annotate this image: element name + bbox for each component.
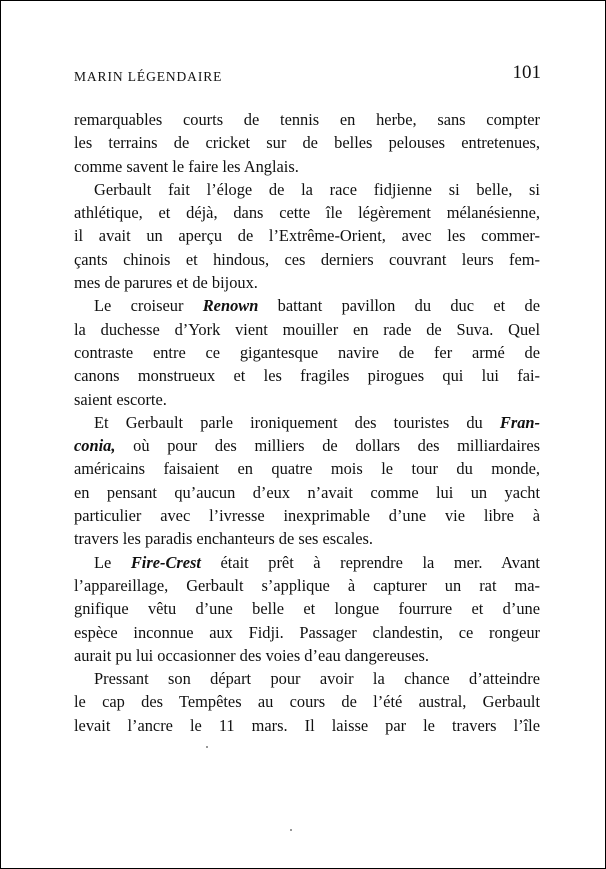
text-segment: athlétique, et déjà, dans cette île légèrement mélanésienne, — [74, 203, 540, 223]
text-segment: çants chinois et hindous, ces derniers couvrant leurs fem- — [74, 249, 540, 269]
body-text — [74, 108, 540, 737]
text-line — [74, 714, 540, 737]
text-segment: américains faisaient en quatre mois le tour du monde, — [74, 459, 540, 479]
text-segment: les terrains de cricket sur de belles pelouses entretenues, — [74, 133, 540, 153]
text-line — [74, 574, 540, 597]
text-line — [74, 248, 540, 271]
text-line — [74, 224, 540, 247]
text-segment: contraste entre ce gigantesque navire de fer armé de — [74, 342, 540, 362]
text-line — [74, 108, 540, 131]
text-segment: en pensant qu’aucun d’eux n’avait comme lui un yacht — [74, 482, 540, 502]
text-line — [74, 178, 540, 201]
text-segment: où pour des milliers de dollars des milliardaires — [115, 436, 540, 456]
text-segment: levait l’ancre le 11 mars. Il laisse par le travers l’île — [74, 715, 540, 735]
text-segment: comme savent le faire les Anglais. — [74, 156, 299, 176]
text-segment: Gerbault fait l’éloge de la race fidjienne si belle, si — [94, 179, 540, 199]
text-segment: Le — [94, 552, 131, 572]
text-segment: particulier avec l’ivresse inexprimable d’une vie libre à — [74, 506, 540, 526]
text-line — [74, 457, 540, 480]
text-line — [74, 411, 540, 434]
text-segment: aurait pu lui occasionner des voies d’eau dangereuses. — [74, 645, 429, 665]
text-line — [74, 318, 540, 341]
text-segment: mes de parures et de bijoux. — [74, 273, 258, 293]
text-segment: Le croiseur — [94, 296, 203, 316]
text-segment: Et Gerbault parle ironiquement des touristes du — [94, 412, 500, 432]
text-line — [74, 341, 540, 364]
text-line — [74, 364, 540, 387]
text-segment: l’appareillage, Gerbault s’applique à capturer un rat ma- — [74, 575, 540, 595]
ship-name-renown: Renown — [202, 296, 259, 316]
text-line — [74, 434, 540, 457]
ship-name-franconia: Fran- — [499, 412, 540, 432]
text-line — [74, 644, 540, 667]
text-segment: remarquables courts de tennis en herbe, sans compter — [74, 110, 540, 129]
ship-name-franconia: conia, — [74, 436, 116, 456]
text-line — [74, 481, 540, 504]
text-line — [74, 388, 540, 411]
text-line — [74, 504, 540, 527]
text-line — [74, 527, 540, 550]
text-line — [74, 294, 540, 317]
text-segment: saient escorte. — [74, 389, 167, 409]
text-line — [74, 597, 540, 620]
text-line — [74, 690, 540, 713]
text-line — [74, 621, 540, 644]
text-line — [74, 551, 540, 574]
text-segment: le cap des Tempêtes au cours de l’été austral, Gerbault — [74, 692, 540, 712]
text-line — [74, 155, 540, 178]
text-segment: battant pavillon du duc et de — [258, 296, 540, 316]
text-segment: travers les paradis enchanteurs de ses escales. — [74, 529, 374, 549]
text-line — [74, 131, 540, 154]
text-segment: espèce inconnue aux Fidji. Passager clandestin, ce rongeur — [74, 622, 540, 642]
text-segment: Pressant son départ pour avoir la chance d’atteindre — [94, 669, 540, 689]
page-number: 101 — [512, 62, 541, 83]
running-title: MARIN LÉGENDAIRE — [74, 69, 223, 84]
text-segment: il avait un aperçu de l’Extrême-Orient, avec les commer- — [74, 226, 540, 246]
text-segment: était prêt à reprendre la mer. Avant — [200, 552, 540, 572]
ship-name-fire-crest: Fire-Crest — [130, 552, 201, 572]
text-line — [74, 667, 540, 690]
text-segment: canons monstrueux et les fragiles pirogues qui lui fai- — [74, 366, 540, 386]
text-line — [74, 201, 540, 224]
text-segment: la duchesse d’York vient mouiller en rade de Suva. Quel — [74, 319, 540, 339]
scan-speck — [290, 829, 292, 831]
text-segment: gnifique vêtu d’une belle et longue fourrure et d’une — [74, 599, 540, 619]
text-line — [74, 271, 540, 294]
scan-speck — [206, 746, 208, 748]
